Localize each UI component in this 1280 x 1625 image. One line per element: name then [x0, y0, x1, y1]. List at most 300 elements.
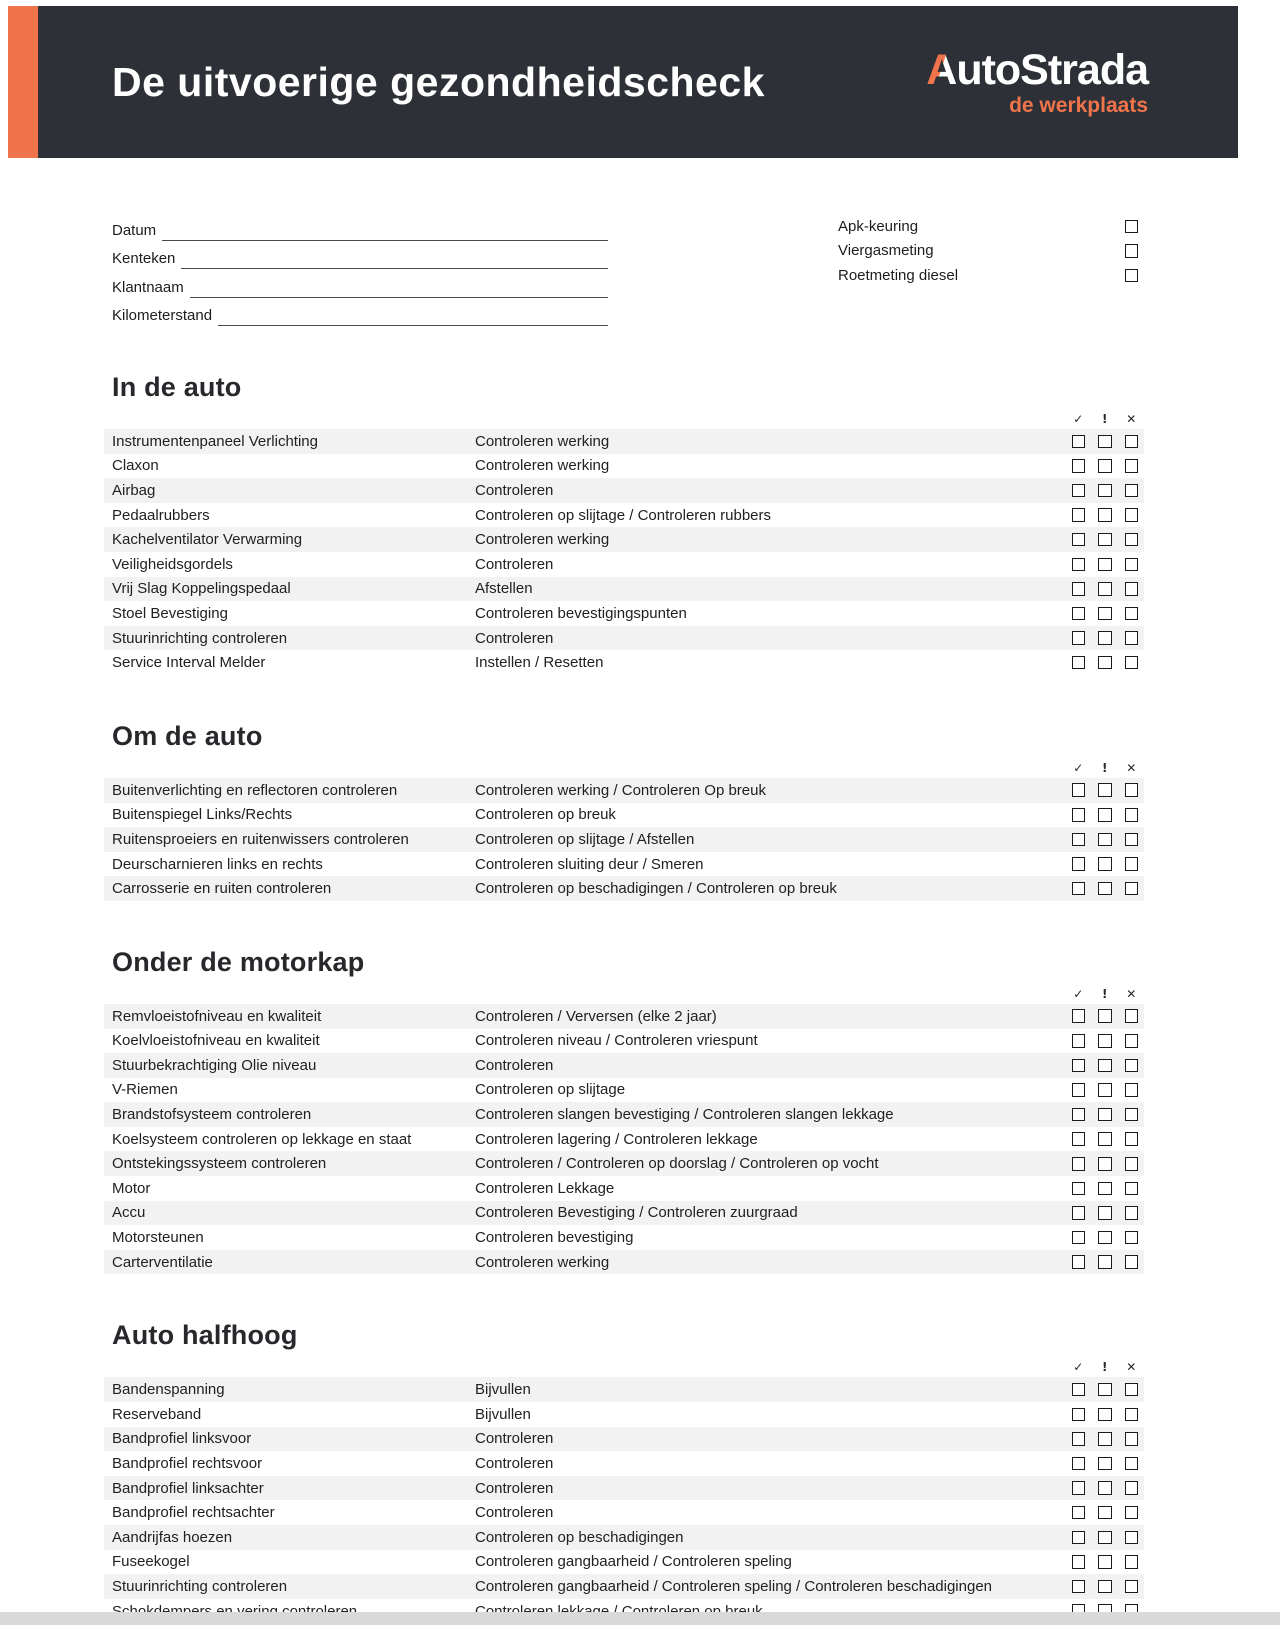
- checklist-row: [104, 527, 1144, 552]
- row-item-label: Ruitensproeiers en ruitenwissers controleren: [112, 830, 409, 848]
- row-item-label: Airbag: [112, 481, 156, 499]
- row-action-label: Controleren lagering / Controleren lekkage: [475, 1130, 758, 1148]
- row-item-label: Service Interval Melder: [112, 654, 266, 672]
- row-action-label: Controleren op breuk: [475, 806, 616, 824]
- checklist-row: [104, 1250, 1144, 1275]
- row-item-label: Aandrijfas hoezen: [112, 1528, 233, 1546]
- result-legend: [104, 762, 1144, 774]
- checklist-row: [104, 478, 1144, 503]
- checkbox-warn[interactable]: [1098, 558, 1112, 572]
- page-title: De uitvoerige gezondheidscheck: [112, 58, 765, 105]
- row-action-label: Controleren Lekkage: [475, 1179, 615, 1197]
- row-item-label: Koelvloeistofniveau en kwaliteit: [112, 1032, 320, 1050]
- checkbox-fail[interactable]: [1125, 1408, 1139, 1422]
- checkbox-warn[interactable]: [1098, 459, 1112, 473]
- checkbox-ok[interactable]: [1072, 533, 1086, 547]
- checkbox-ok[interactable]: [1072, 656, 1086, 670]
- checkbox-warn[interactable]: [1098, 808, 1112, 822]
- checkbox-warn[interactable]: [1098, 1481, 1112, 1495]
- row-checkboxes: [1072, 1083, 1139, 1097]
- checkbox-fail[interactable]: [1125, 508, 1139, 522]
- checkbox-ok[interactable]: [1072, 1182, 1086, 1196]
- form-field: [112, 212, 608, 241]
- checkbox-warn[interactable]: [1098, 1034, 1112, 1048]
- row-checkboxes: [1072, 558, 1139, 572]
- checkbox-warn[interactable]: [1098, 857, 1112, 871]
- row-checkboxes: [1072, 783, 1139, 797]
- checkbox-fail[interactable]: [1125, 1182, 1139, 1196]
- checkbox-warn[interactable]: [1098, 631, 1112, 645]
- inspection-check: [838, 239, 1138, 264]
- checkbox-ok[interactable]: [1072, 1457, 1086, 1471]
- checkbox-fail[interactable]: [1125, 1383, 1139, 1397]
- checkbox-warn[interactable]: [1098, 1206, 1112, 1220]
- row-checkboxes: [1072, 656, 1139, 670]
- row-checkboxes: [1072, 1481, 1139, 1495]
- checkbox-ok[interactable]: [1072, 1506, 1086, 1520]
- row-action-label: Controleren gangbaarheid / Controleren speling: [475, 1553, 792, 1571]
- checkbox-ok[interactable]: [1072, 1206, 1086, 1220]
- checkbox-warn[interactable]: [1098, 1255, 1112, 1269]
- row-checkboxes: [1072, 582, 1139, 596]
- checklist-row: [104, 1176, 1144, 1201]
- checkbox-warn[interactable]: [1098, 1408, 1112, 1422]
- row-action-label: Controleren sluiting deur / Smeren: [475, 855, 704, 873]
- row-item-label: Bandenspanning: [112, 1381, 225, 1399]
- row-action-label: Controleren: [475, 1504, 554, 1522]
- checkbox-fail[interactable]: [1125, 1034, 1139, 1048]
- section: [104, 947, 1144, 1275]
- row-checkboxes: [1072, 1059, 1139, 1073]
- checkbox-warn[interactable]: [1098, 656, 1112, 670]
- checklist-row: [104, 1402, 1144, 1427]
- checkbox-warn[interactable]: [1098, 1059, 1112, 1073]
- row-item-label: Bandprofiel rechtsachter: [112, 1504, 275, 1522]
- row-action-label: Controleren: [475, 555, 554, 573]
- row-checkboxes: [1072, 1432, 1139, 1446]
- row-action-label: Instellen / Resetten: [475, 654, 604, 672]
- checkbox-ok[interactable]: [1072, 1034, 1086, 1048]
- checkbox-fail[interactable]: [1125, 484, 1139, 498]
- row-item-label: Stuurbekrachtiging Olie niveau: [112, 1056, 317, 1074]
- row-item-label: Bandprofiel linksachter: [112, 1479, 264, 1497]
- row-item-label: Stuurinrichting controleren: [112, 1577, 288, 1595]
- row-item-label: Motor: [112, 1179, 151, 1197]
- checkbox-ok[interactable]: [1072, 1255, 1086, 1269]
- row-checkboxes: [1072, 1182, 1139, 1196]
- form-field: [112, 298, 608, 327]
- checkbox-ok[interactable]: [1072, 1432, 1086, 1446]
- row-action-label: Controleren op slijtage / Afstellen: [475, 830, 695, 848]
- result-legend: [104, 988, 1144, 1000]
- field-label: Klantnaam: [112, 278, 184, 296]
- checkbox-ok[interactable]: [1072, 1108, 1086, 1122]
- checkbox-warn[interactable]: [1098, 607, 1112, 621]
- checkbox-ok[interactable]: [1072, 631, 1086, 645]
- checkbox-warn[interactable]: [1098, 1555, 1112, 1569]
- checkbox-warn[interactable]: [1098, 1432, 1112, 1446]
- checkbox-warn[interactable]: [1098, 1580, 1112, 1594]
- check-icon: ✓: [1073, 1360, 1084, 1375]
- checkbox-fail[interactable]: [1125, 1506, 1139, 1520]
- autostrada-logo: [926, 45, 1148, 117]
- checklist-row: [104, 1500, 1144, 1525]
- checklist-row: [104, 1029, 1144, 1054]
- row-checkboxes: [1072, 1457, 1139, 1471]
- checklist-row: [104, 1201, 1144, 1226]
- section-rows: [104, 1004, 1144, 1275]
- checklist-row: [104, 429, 1144, 454]
- checklist-row: [104, 852, 1144, 877]
- row-action-label: Controleren op slijtage / Controleren rubbers: [475, 506, 771, 524]
- section-rows: [104, 778, 1144, 901]
- checkbox-warn[interactable]: [1098, 435, 1112, 449]
- row-action-label: Controleren werking: [475, 531, 610, 549]
- row-action-label: Afstellen: [475, 580, 533, 598]
- row-action-label: Bijvullen: [475, 1381, 531, 1399]
- row-action-label: Bijvullen: [475, 1405, 531, 1423]
- checkbox-ok[interactable]: [1072, 882, 1086, 896]
- row-action-label: Controleren / Verversen (elke 2 jaar): [475, 1007, 717, 1025]
- row-checkboxes: [1072, 1383, 1139, 1397]
- checkbox[interactable]: [1125, 220, 1139, 234]
- checkbox-fail[interactable]: [1125, 1531, 1139, 1545]
- checklist-row: [104, 1476, 1144, 1501]
- form-area: [112, 212, 1138, 326]
- checkbox-ok[interactable]: [1072, 783, 1086, 797]
- row-action-label: Controleren werking / Controleren Op breuk: [475, 781, 766, 799]
- checkbox-ok[interactable]: [1072, 1580, 1086, 1594]
- row-checkboxes: [1072, 882, 1139, 896]
- row-action-label: Controleren op beschadigingen / Controleren op breuk: [475, 880, 837, 898]
- checkbox-ok[interactable]: [1072, 435, 1086, 449]
- checkbox-warn[interactable]: [1098, 533, 1112, 547]
- checkbox-warn[interactable]: [1098, 1083, 1112, 1097]
- checkbox-ok[interactable]: [1072, 1481, 1086, 1495]
- check-icon: ✓: [1073, 412, 1084, 426]
- row-checkboxes: [1072, 484, 1139, 498]
- row-checkboxes: [1072, 607, 1139, 621]
- check-label: Roetmeting diesel: [838, 266, 959, 284]
- checkbox-ok[interactable]: [1072, 1083, 1086, 1097]
- row-item-label: Bandprofiel rechtsvoor: [112, 1455, 263, 1473]
- row-action-label: Controleren op slijtage: [475, 1081, 626, 1099]
- checklist-row: [104, 1225, 1144, 1250]
- row-action-label: Controleren: [475, 629, 554, 647]
- checkbox-warn[interactable]: [1098, 1531, 1112, 1545]
- checkbox-ok[interactable]: [1072, 1231, 1086, 1245]
- field-label: Kenteken: [112, 250, 176, 267]
- checkbox-ok[interactable]: [1072, 558, 1086, 572]
- row-action-label: Controleren bevestigingspunten: [475, 604, 687, 622]
- section: [104, 721, 1144, 901]
- row-action-label: Controleren werking: [475, 457, 610, 475]
- checkbox-ok[interactable]: [1072, 1383, 1086, 1397]
- inspection-check: [838, 263, 1138, 288]
- checkbox-fail[interactable]: [1125, 1432, 1139, 1446]
- checkbox-ok[interactable]: [1072, 484, 1086, 498]
- checkbox-ok[interactable]: [1072, 1408, 1086, 1422]
- cross-icon: ✕: [1126, 986, 1137, 1001]
- row-item-label: Pedaalrubbers: [112, 506, 210, 524]
- row-item-label: Kachelventilator Verwarming: [112, 531, 303, 549]
- checkbox-fail[interactable]: [1125, 1580, 1139, 1594]
- checkbox-fail[interactable]: [1125, 1255, 1139, 1269]
- checkbox-fail[interactable]: [1125, 857, 1139, 871]
- row-checkboxes: [1072, 1108, 1139, 1122]
- row-action-label: Controleren: [475, 1479, 554, 1497]
- checkbox[interactable]: [1125, 269, 1139, 283]
- row-checkboxes: [1072, 1506, 1139, 1520]
- section-title: Om de auto: [112, 720, 263, 751]
- row-action-label: Controleren niveau / Controleren vriespunt: [475, 1032, 758, 1050]
- checkbox-warn[interactable]: [1098, 1457, 1112, 1471]
- row-action-label: Controleren: [475, 1455, 554, 1473]
- row-action-label: Controleren werking: [475, 1253, 610, 1271]
- checkbox-fail[interactable]: [1125, 1157, 1139, 1171]
- row-item-label: Fuseekogel: [112, 1553, 190, 1571]
- row-item-label: Reserveband: [112, 1405, 202, 1423]
- checkbox-fail[interactable]: [1125, 1009, 1139, 1023]
- checkbox-ok[interactable]: [1072, 508, 1086, 522]
- checkbox-warn[interactable]: [1098, 1009, 1112, 1023]
- checklist-row: [104, 601, 1144, 626]
- orange-accent-stripe: [8, 6, 38, 158]
- row-checkboxes: [1072, 1157, 1139, 1171]
- checkbox-fail[interactable]: [1125, 631, 1139, 645]
- result-legend: [104, 413, 1144, 425]
- field-input-line[interactable]: [218, 298, 608, 327]
- cross-icon: ✕: [1126, 760, 1137, 775]
- logo-subtitle: de werkplaats: [1009, 93, 1148, 117]
- checkbox-fail[interactable]: [1125, 1555, 1139, 1569]
- checkbox-ok[interactable]: [1072, 1059, 1086, 1073]
- checklist-row: [104, 827, 1144, 852]
- logo-name: [926, 45, 1148, 94]
- checkbox[interactable]: [1125, 244, 1139, 258]
- row-checkboxes: [1072, 857, 1139, 871]
- checkbox-ok[interactable]: [1072, 833, 1086, 847]
- checklist-row: [104, 778, 1144, 803]
- checkbox-warn[interactable]: [1098, 1182, 1112, 1196]
- field-input-line[interactable]: [162, 212, 608, 241]
- checklist-row: [104, 552, 1144, 577]
- row-checkboxes: [1072, 435, 1139, 449]
- row-action-label: Controleren: [475, 481, 554, 499]
- row-item-label: Bandprofiel linksvoor: [112, 1430, 252, 1448]
- checkbox-fail[interactable]: [1125, 533, 1139, 547]
- checkbox-fail[interactable]: [1125, 435, 1139, 449]
- checkbox-ok[interactable]: [1072, 582, 1086, 596]
- checkbox-warn[interactable]: [1098, 484, 1112, 498]
- row-action-label: Controleren: [475, 1056, 554, 1074]
- checkbox-ok[interactable]: [1072, 1157, 1086, 1171]
- checkbox-ok[interactable]: [1072, 1132, 1086, 1146]
- section-title: Auto halfhoog: [112, 1320, 298, 1351]
- sections: [104, 372, 1144, 1623]
- checkbox-fail[interactable]: [1125, 882, 1139, 896]
- page-edge-shadow: [0, 1612, 1280, 1625]
- checklist-row: [104, 1550, 1144, 1575]
- checklist-row: [104, 1102, 1144, 1127]
- checkbox-warn[interactable]: [1098, 508, 1112, 522]
- checkbox-fail[interactable]: [1125, 1206, 1139, 1220]
- row-item-label: Accu: [112, 1204, 146, 1222]
- checklist-row: [104, 626, 1144, 651]
- row-checkboxes: [1072, 1255, 1139, 1269]
- checklist-row: [104, 503, 1144, 528]
- form-field: [112, 269, 608, 298]
- checkbox-fail[interactable]: [1125, 607, 1139, 621]
- section-title: In de auto: [112, 372, 242, 402]
- checkbox-fail[interactable]: [1125, 656, 1139, 670]
- checklist-row: [104, 1574, 1144, 1599]
- checklist-row: [104, 454, 1144, 479]
- checklist-row: [104, 1053, 1144, 1078]
- row-item-label: Veiligheidsgordels: [112, 555, 233, 573]
- row-item-label: Buitenspiegel Links/Rechts: [112, 806, 293, 824]
- checklist-row: [104, 876, 1144, 901]
- row-checkboxes: [1072, 459, 1139, 473]
- row-checkboxes: [1072, 508, 1139, 522]
- row-checkboxes: [1072, 631, 1139, 645]
- section: [104, 372, 1144, 675]
- row-item-label: Stoel Bevestiging: [112, 604, 228, 622]
- checkbox-fail[interactable]: [1125, 459, 1139, 473]
- row-action-label: Controleren werking: [475, 432, 610, 450]
- checkbox-fail[interactable]: [1125, 582, 1139, 596]
- checkbox-fail[interactable]: [1125, 1457, 1139, 1471]
- row-checkboxes: [1072, 833, 1139, 847]
- checkbox-warn[interactable]: [1098, 1157, 1112, 1171]
- warning-icon: !: [1102, 412, 1108, 426]
- checkbox-warn[interactable]: [1098, 1383, 1112, 1397]
- row-action-label: Controleren bevestiging: [475, 1229, 634, 1247]
- form-field: [112, 241, 608, 270]
- field-label: Kilometerstand: [112, 307, 213, 324]
- row-item-label: V-Riemen: [112, 1081, 178, 1099]
- field-label: Datum: [112, 221, 157, 239]
- row-action-label: Controleren / Controleren op doorslag / Controleren op vocht: [475, 1155, 879, 1173]
- row-checkboxes: [1072, 1408, 1139, 1422]
- checklist-row: [104, 1525, 1144, 1550]
- checkbox-ok[interactable]: [1072, 459, 1086, 473]
- row-checkboxes: [1072, 1580, 1139, 1594]
- check-label: Viergasmeting: [838, 242, 934, 260]
- checkbox-fail[interactable]: [1125, 1481, 1139, 1495]
- row-item-label: Motorsteunen: [112, 1229, 204, 1247]
- row-checkboxes: [1072, 1531, 1139, 1545]
- checkbox-ok[interactable]: [1072, 1555, 1086, 1569]
- checkbox-fail[interactable]: [1125, 1059, 1139, 1073]
- row-item-label: Carrosserie en ruiten controleren: [112, 880, 332, 898]
- check-icon: ✓: [1073, 760, 1084, 775]
- cross-icon: ✕: [1126, 1360, 1137, 1375]
- header: [0, 0, 1280, 158]
- row-item-label: Instrumentenpaneel Verlichting: [112, 432, 318, 450]
- checklist-row: [104, 803, 1144, 828]
- checkbox-ok[interactable]: [1072, 1531, 1086, 1545]
- checkbox-warn[interactable]: [1098, 1231, 1112, 1245]
- row-item-label: Deurscharnieren links en rechts: [112, 855, 323, 873]
- row-action-label: Controleren op beschadigingen: [475, 1528, 684, 1546]
- warning-icon: !: [1102, 986, 1108, 1001]
- inspection-type-checks: [838, 212, 1138, 326]
- checkbox-ok[interactable]: [1072, 607, 1086, 621]
- row-action-label: Controleren: [475, 1430, 554, 1448]
- checklist-row: [104, 1078, 1144, 1103]
- checklist-row: [104, 1127, 1144, 1152]
- checkbox-warn[interactable]: [1098, 783, 1112, 797]
- row-checkboxes: [1072, 1231, 1139, 1245]
- checklist-row: [104, 1427, 1144, 1452]
- checkbox-fail[interactable]: [1125, 833, 1139, 847]
- row-action-label: Controleren slangen bevestiging / Controleren slangen lekkage: [475, 1106, 894, 1124]
- checkbox-fail[interactable]: [1125, 783, 1139, 797]
- section-rows: [104, 429, 1144, 675]
- checkbox-ok[interactable]: [1072, 808, 1086, 822]
- checkbox-warn[interactable]: [1098, 882, 1112, 896]
- checkbox-ok[interactable]: [1072, 857, 1086, 871]
- warning-icon: !: [1102, 1360, 1108, 1375]
- row-item-label: Ontstekingssysteem controleren: [112, 1155, 327, 1173]
- row-action-label: Controleren gangbaarheid / Controleren speling / Controleren beschadigingen: [475, 1577, 993, 1595]
- check-icon: ✓: [1073, 986, 1084, 1001]
- checkbox-fail[interactable]: [1125, 1083, 1139, 1097]
- checkbox-warn[interactable]: [1098, 582, 1112, 596]
- inspection-check: [838, 214, 1138, 239]
- row-item-label: Buitenverlichting en reflectoren controleren: [112, 781, 398, 799]
- row-item-label: Vrij Slag Koppelingspedaal: [112, 580, 291, 598]
- row-checkboxes: [1072, 808, 1139, 822]
- checkbox-fail[interactable]: [1125, 1132, 1139, 1146]
- checkbox-warn[interactable]: [1098, 1108, 1112, 1122]
- checkbox-warn[interactable]: [1098, 833, 1112, 847]
- checklist-row: [104, 1151, 1144, 1176]
- row-checkboxes: [1072, 1206, 1139, 1220]
- checklist-row: [104, 650, 1144, 675]
- form-fields: [112, 212, 608, 326]
- section: [104, 1320, 1144, 1623]
- checklist-row: [104, 1451, 1144, 1476]
- section-title: Onder de motorkap: [112, 946, 365, 977]
- row-item-label: Carterventilatie: [112, 1253, 213, 1271]
- header-bar: [38, 6, 1238, 158]
- field-input-line[interactable]: [181, 241, 608, 270]
- logo-initial-a: A: [926, 45, 957, 94]
- checkbox-fail[interactable]: [1125, 808, 1139, 822]
- row-item-label: Claxon: [112, 457, 159, 475]
- checkbox-ok[interactable]: [1072, 1009, 1086, 1023]
- checkbox-fail[interactable]: [1125, 558, 1139, 572]
- row-item-label: Brandstofsysteem controleren: [112, 1106, 312, 1124]
- row-checkboxes: [1072, 1009, 1139, 1023]
- field-input-line[interactable]: [190, 269, 608, 298]
- checkbox-warn[interactable]: [1098, 1506, 1112, 1520]
- row-item-label: Koelsysteem controleren op lekkage en staat: [112, 1130, 412, 1148]
- checkbox-warn[interactable]: [1098, 1132, 1112, 1146]
- cross-icon: ✕: [1126, 412, 1137, 426]
- row-checkboxes: [1072, 1034, 1139, 1048]
- checkbox-fail[interactable]: [1125, 1108, 1139, 1122]
- checklist-row: [104, 1004, 1144, 1029]
- logo-rest: utoStrada: [956, 45, 1148, 94]
- checkbox-fail[interactable]: [1125, 1231, 1139, 1245]
- row-item-label: Stuurinrichting controleren: [112, 629, 288, 647]
- row-item-label: Remvloeistofniveau en kwaliteit: [112, 1007, 322, 1025]
- row-checkboxes: [1072, 1132, 1139, 1146]
- warning-icon: !: [1102, 760, 1108, 775]
